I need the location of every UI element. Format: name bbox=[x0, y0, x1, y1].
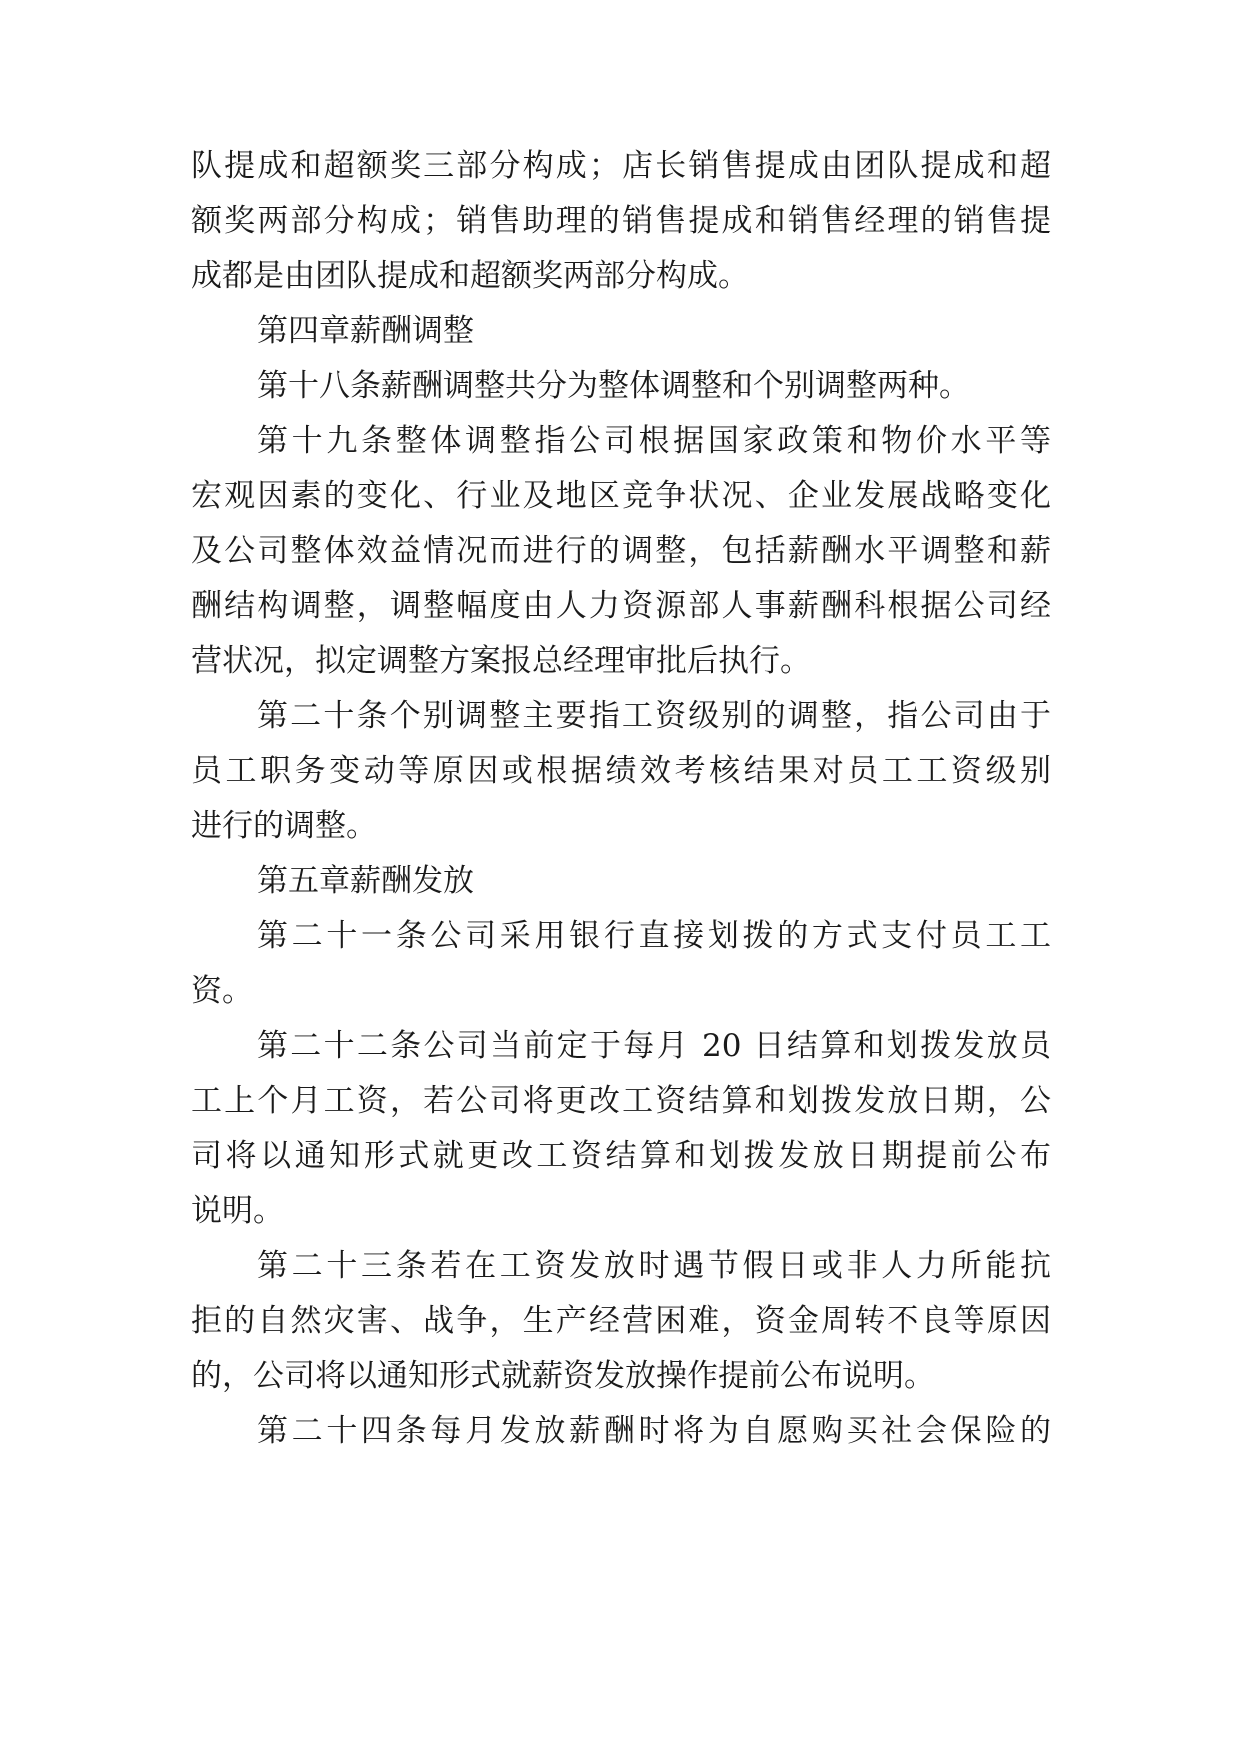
text-line: 第二十一条公司采用银行直接划拨的方式支付员工工 bbox=[257, 918, 1051, 954]
text-line: 额奖两部分构成；销售助理的销售提成和销售经理的销售提 bbox=[191, 203, 1051, 239]
text-line: 进行的调整。 bbox=[191, 808, 377, 844]
text-line: 第二十三条若在工资发放时遇节假日或非人力所能抗 bbox=[257, 1248, 1051, 1284]
text-line: 第十八条薪酬调整共分为整体调整和个别调整两种。 bbox=[257, 368, 970, 404]
text-line: 拒的自然灾害、战争，生产经营困难，资金周转不良等原因 bbox=[191, 1303, 1051, 1339]
chapter-heading: 第五章薪酬发放 bbox=[257, 863, 474, 899]
text-line: 营状况，拟定调整方案报总经理审批后执行。 bbox=[191, 643, 811, 679]
text-line: 第十九条整体调整指公司根据国家政策和物价水平等 bbox=[257, 423, 1051, 459]
text-line: 队提成和超额奖三部分构成；店长销售提成由团队提成和超 bbox=[191, 148, 1051, 184]
text-line: 成都是由团队提成和超额奖两部分构成。 bbox=[191, 258, 749, 294]
text-line: 第二十四条每月发放薪酬时将为自愿购买社会保险的 bbox=[257, 1413, 1051, 1449]
text-line: 及公司整体效益情况而进行的调整，包括薪酬水平调整和薪 bbox=[191, 533, 1051, 569]
text-line: 第二十条个别调整主要指工资级别的调整，指公司由于 bbox=[257, 698, 1051, 734]
text-line: 工上个月工资，若公司将更改工资结算和划拨发放日期，公 bbox=[191, 1083, 1051, 1119]
text-line: 员工职务变动等原因或根据绩效考核结果对员工工资级别 bbox=[191, 753, 1051, 789]
chapter-heading: 第四章薪酬调整 bbox=[257, 313, 474, 349]
text-line: 司将以通知形式就更改工资结算和划拨发放日期提前公布 bbox=[191, 1138, 1051, 1174]
text-line: 宏观因素的变化、行业及地区竞争状况、企业发展战略变化 bbox=[191, 478, 1051, 514]
text-line: 资。 bbox=[191, 973, 253, 1009]
text-line: 第二十二条公司当前定于每月 20 日结算和划拨发放员 bbox=[257, 1028, 1051, 1064]
text-line: 酬结构调整，调整幅度由人力资源部人事薪酬科根据公司经 bbox=[191, 588, 1051, 624]
text-line: 说明。 bbox=[191, 1193, 284, 1229]
text-line: 的，公司将以通知形式就薪资发放操作提前公布说明。 bbox=[191, 1358, 935, 1394]
